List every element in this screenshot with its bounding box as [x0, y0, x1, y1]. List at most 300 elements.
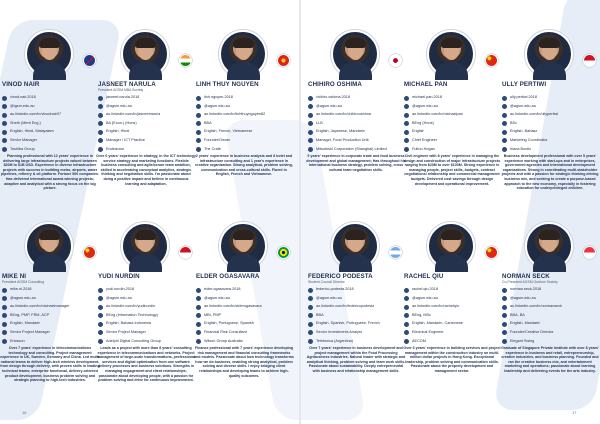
profile-bio: Graduate of Singapore Private Institute with over 8 years' experience in business and retail, entrepreneurship, creative industries, and business planning. Founded and ran the creative business mix, and entertainment marketing and operations; passionate about learning leadership and delivering events for the arts industry. — [501, 346, 599, 373]
detail-bullet-icon — [196, 147, 201, 152]
profile-detail-row — [98, 104, 194, 113]
profile-detail-text: English, Mandarin — [510, 321, 541, 326]
profile-detail-text: @agsm.edu.au — [510, 295, 536, 300]
profile-detail-text: Mitsubishi Corporation (Shanghai) Limited — [316, 146, 387, 151]
profile-detail-row — [98, 138, 194, 147]
detail-bullet-icon — [2, 104, 7, 109]
indonesia-flag-icon — [179, 246, 192, 259]
profile-bio: Leads as a project with more than 8 years' consulting experience in telecommunications and networks. Project management of large-scale transformations, professional services and digital optimization from one software delivery processes and business solutions. Strengths in managing engagement and client relationships; passionate about developing people, with a passion for problem solving and drive for continuous improvement. — [96, 346, 196, 383]
profile-detail-row — [98, 296, 194, 305]
profile-photo — [219, 222, 267, 270]
profile-details — [308, 287, 404, 347]
profile-detail-row — [404, 321, 500, 330]
profile-detail-text: au.linkedin.com/in/linhthuynguyen82 — [204, 112, 266, 117]
profile-detail-row — [98, 304, 194, 313]
profile-detail-text: Founder/Owner — [204, 137, 231, 142]
profile-photo — [427, 222, 475, 270]
profile-detail-row — [196, 112, 292, 121]
profile-detail-row — [404, 287, 500, 296]
profile-detail-row — [196, 287, 292, 296]
profile-detail-row — [98, 112, 194, 121]
profile-detail-text: au.linkedin.com/in/normanseck — [510, 304, 563, 309]
japan-flag-icon — [389, 54, 402, 67]
profile-detail-row — [308, 129, 404, 138]
profile-detail-row — [502, 95, 598, 104]
profile-detail-row — [404, 112, 500, 121]
profile-detail-text: federico.podesta.2018 — [316, 287, 354, 291]
detail-bullet-icon — [98, 339, 103, 344]
detail-bullet-icon — [308, 296, 313, 301]
profile-detail-row — [308, 104, 404, 113]
detail-bullet-icon — [2, 322, 7, 327]
profile-detail-text: @agsm.edu.au — [204, 295, 230, 300]
profile-detail-row — [196, 304, 292, 313]
detail-bullet-icon — [196, 113, 201, 118]
detail-bullet-icon — [196, 121, 201, 126]
profile-subtitle: President AGSM MBA Society — [98, 88, 144, 92]
profile-detail-text: Wilson Group Australia — [204, 338, 243, 343]
profile-detail-text: au.linkedin.com/in/michaelmanager — [10, 304, 70, 309]
profile-photo — [331, 30, 379, 78]
page-number-right: 17 — [572, 410, 577, 415]
detail-bullet-icon — [2, 296, 7, 301]
detail-bullet-icon — [98, 305, 103, 310]
detail-bullet-icon — [196, 104, 201, 109]
detail-bullet-icon — [196, 339, 201, 344]
detail-bullet-icon — [308, 339, 313, 344]
china-flag-icon — [485, 54, 498, 67]
detail-bullet-icon — [308, 121, 313, 126]
profile-details — [98, 95, 194, 155]
detail-bullet-icon — [196, 96, 201, 101]
profile-detail-text: Senior Manager — [10, 137, 38, 142]
profile-detail-row — [404, 313, 500, 322]
profile-name: YUDI NURDIN — [98, 273, 140, 280]
profile-bio: Over 7 years' experience in telecommunications technology and consulting. Project management experience in UK, Sweden, Germany and China. Led multi-national teams to deliver high-tech wireless development, from design through delivery, with proven skills in leading technical teams; enterprise functional, delivery-oriented product development, business problem solving and strategic planning to high-tech industries. — [0, 346, 100, 383]
profile-detail-text: @agsm.edu.au — [204, 103, 230, 108]
profile-bio: 9 years' experience in corporate trade and food business development and global management; Has throughout his international business strategy, problem solving, cross cultural team negotiation skills. — [306, 154, 406, 172]
profile-detail-row — [308, 330, 404, 339]
profile-detail-text: @agsm.edu.au — [10, 295, 36, 300]
profile-detail-row — [2, 313, 98, 322]
detail-bullet-icon — [502, 113, 507, 118]
profile-detail-row — [98, 287, 194, 296]
profile-detail-text: chihiro.oshima.2018 — [316, 95, 350, 99]
profile-detail-row — [404, 304, 500, 313]
detail-bullet-icon — [404, 96, 409, 101]
argentina-flag-icon — [389, 246, 402, 259]
profile-detail-row — [404, 95, 500, 104]
detail-bullet-icon — [196, 138, 201, 143]
profile-detail-row — [308, 313, 404, 322]
detail-bullet-icon — [502, 296, 507, 301]
detail-bullet-icon — [98, 113, 103, 118]
detail-bullet-icon — [196, 296, 201, 301]
profile-details — [196, 95, 292, 155]
profile-detail-text: Iriana Bonito — [510, 146, 532, 151]
profile-detail-row — [196, 321, 292, 330]
profile-detail-text: English, Bahasa Indonesia — [106, 321, 151, 326]
profile-detail-row — [502, 138, 598, 147]
detail-bullet-icon — [308, 313, 313, 318]
profile-detail-row — [2, 304, 98, 313]
profile-name: FEDERICO PODESTA — [308, 273, 373, 280]
india-flag-icon — [179, 54, 192, 67]
profile-detail-row — [308, 138, 404, 147]
detail-bullet-icon — [2, 138, 7, 143]
detail-bullet-icon — [2, 121, 7, 126]
profile-detail-text: vinod.nair.2018 — [10, 95, 36, 99]
profile-detail-text: English, Spanish, Portuguese, French — [316, 321, 380, 326]
detail-bullet-icon — [2, 305, 7, 310]
detail-bullet-icon — [404, 104, 409, 109]
detail-bullet-icon — [2, 339, 7, 344]
detail-bullet-icon — [502, 96, 507, 101]
australia-flag-icon — [83, 54, 96, 67]
profile-detail-text: Adelphi Digital Consulting Group — [106, 338, 161, 343]
detail-bullet-icon — [502, 339, 507, 344]
detail-bullet-icon — [196, 305, 201, 310]
profile-detail-row — [196, 313, 292, 322]
detail-bullet-icon — [196, 330, 201, 335]
profile-detail-text: Marketing Coordinator — [510, 137, 548, 142]
profile-bio: Over 6 years' experience in strategy, in the ICT technology service strategy and marketing functions. Flexible business consulting and agile/scrum team ambition, skilled in accelerating conceptual analytics, strategic thinking and negotiation skills. I'm passionate about doing a positive impact and believe in continuous learning and adaptation. — [96, 154, 196, 186]
profile-detail-row — [196, 296, 292, 305]
profile-detail-text: Sheth (Merit Eng.) — [10, 120, 41, 125]
profile-name: NORMAN SECK — [502, 273, 550, 280]
profile-details — [2, 95, 98, 155]
detail-bullet-icon — [98, 104, 103, 109]
profile-detail-row — [2, 121, 98, 130]
profile-details — [404, 287, 500, 347]
profile-detail-row — [2, 112, 98, 121]
detail-bullet-icon — [502, 305, 507, 310]
detail-bullet-icon — [404, 130, 409, 135]
profile-detail-row — [2, 104, 98, 113]
profile-detail-text: English, Bahasa — [510, 129, 538, 134]
profile-detail-text: BA (Econ.) (Hons) — [106, 120, 137, 125]
detail-bullet-icon — [308, 330, 313, 335]
profile-detail-row — [98, 95, 194, 104]
profile-detail-text: ully.pertiwi.2018 — [510, 95, 537, 99]
profile-name: VINOD NAIR — [2, 81, 40, 88]
detail-bullet-icon — [502, 104, 507, 109]
profile-bio: Finance professional with 7 years' experience developing risk management and financial consulting frameworks and models. Passionate about how technology transforms how we do business, enabling strong analytical, problem solving and diverse skills. I enjoy bridging client relationships and developing teams to achieve high-quality outcomes. — [194, 346, 294, 378]
profile-detail-text: English, Mandarin — [10, 321, 41, 326]
profile-photo — [525, 30, 573, 78]
profile-detail-row — [308, 287, 404, 296]
profile-detail-text: @agsm.edu.au — [106, 295, 132, 300]
profile-name: JASNEET NARULA — [98, 81, 156, 88]
profile-name: ULLY PERTIWI — [502, 81, 547, 88]
profile-photo — [219, 30, 267, 78]
detail-bullet-icon — [502, 330, 507, 335]
profile-detail-row — [98, 129, 194, 138]
profile-subtitle: Co-President AGSM Outdoor Society — [502, 280, 558, 284]
detail-bullet-icon — [196, 130, 201, 135]
profile-detail-text: The Crafe — [204, 146, 221, 151]
profile-detail-row — [2, 296, 98, 305]
profile-detail-row — [196, 129, 292, 138]
profile-detail-row — [2, 129, 98, 138]
detail-bullet-icon — [308, 96, 313, 101]
profile-bio: Planning professional with 12 years' experience in delivering large infrastructure projects valued between $20M to $1B USD. Experience in diverse infrastructure projects with success in building metro, airports, water pipelines, refinery & oil platform. Fortune 500 companies. Has delivered international award-winning projects; adaptive and analytical with a strong focus on the big picture. — [0, 154, 100, 191]
profile-detail-row — [404, 129, 500, 138]
profile-detail-text: @agsm.edu.au — [412, 295, 438, 300]
detail-bullet-icon — [502, 288, 507, 293]
profile-name: LINH THUY NGUYEN — [196, 81, 259, 88]
indonesia-flag-icon — [583, 54, 596, 67]
detail-bullet-icon — [404, 138, 409, 143]
profile-details — [98, 287, 194, 347]
detail-bullet-icon — [308, 147, 313, 152]
profile-detail-text: Ericsson — [10, 338, 25, 343]
detail-bullet-icon — [98, 296, 103, 301]
profile-detail-text: BEng (Information Technology) — [106, 312, 159, 317]
profile-details — [404, 95, 500, 155]
profile-detail-text: English — [412, 129, 425, 134]
profile-detail-text: English, Hindi, Malayalam — [10, 129, 54, 134]
profile-photo — [25, 30, 73, 78]
profile-detail-text: mike.ni.2018 — [10, 287, 32, 291]
detail-bullet-icon — [308, 322, 313, 327]
detail-bullet-icon — [308, 138, 313, 143]
profile-detail-text: BBA — [204, 120, 212, 125]
profile-detail-text: au.linkedin.com/in/ullypertiwi — [510, 112, 559, 117]
detail-bullet-icon — [2, 147, 7, 152]
profile-details — [502, 287, 598, 347]
profile-detail-text: Electrical Engineer — [412, 329, 444, 334]
profile-detail-text: Fulton Hogan — [412, 146, 435, 151]
detail-bullet-icon — [98, 147, 103, 152]
vietnam-flag-icon — [277, 54, 290, 67]
detail-bullet-icon — [2, 130, 7, 135]
profile-details — [196, 287, 292, 347]
profile-detail-row — [2, 95, 98, 104]
profile-detail-text: au.linkedin.com/in/federicopodesta — [316, 304, 375, 309]
detail-bullet-icon — [2, 113, 7, 118]
profile-detail-text: English, Mandarin, Cantonese — [412, 321, 463, 326]
profile-detail-row — [502, 321, 598, 330]
profile-detail-row — [2, 321, 98, 330]
profile-detail-row — [196, 121, 292, 130]
profile-detail-row — [404, 121, 500, 130]
detail-bullet-icon — [502, 313, 507, 318]
profile-detail-text: Elegant Swing — [510, 338, 535, 343]
profile-detail-text: au.linkedin.com/in/chihirooshima — [316, 112, 371, 117]
profile-detail-text: Senior Investments Analyst — [316, 329, 362, 334]
detail-bullet-icon — [98, 288, 103, 293]
profile-detail-text: BEng, MSc — [412, 312, 431, 317]
detail-bullet-icon — [404, 121, 409, 126]
detail-bullet-icon — [404, 305, 409, 310]
profile-detail-text: Senior Project Manager — [10, 329, 50, 334]
profile-detail-text: AECOM — [412, 338, 426, 343]
profile-detail-text: au.linkedin.com/in/jasneetnarula — [106, 112, 161, 117]
profile-detail-text: Chief Engineer — [412, 137, 438, 142]
profile-detail-row — [404, 138, 500, 147]
profile-name: MIKE NI — [2, 273, 27, 280]
profile-detail-row — [502, 313, 598, 322]
detail-bullet-icon — [98, 130, 103, 135]
china-flag-icon — [485, 246, 498, 259]
detail-bullet-icon — [404, 147, 409, 152]
profile-detail-text: BEng (Hons) — [412, 120, 434, 125]
profile-detail-text: English, French, Vietnamese — [204, 129, 253, 134]
profile-detail-row — [404, 330, 500, 339]
detail-bullet-icon — [98, 138, 103, 143]
detail-bullet-icon — [98, 121, 103, 126]
profile-detail-text: Toshiba Group — [10, 146, 35, 151]
profile-detail-text: English, Hindi — [106, 129, 130, 134]
page-spine — [299, 0, 301, 424]
detail-bullet-icon — [502, 121, 507, 126]
detail-bullet-icon — [308, 288, 313, 293]
profile-details — [2, 287, 98, 347]
profile-detail-text: Financial Risk Consultant — [204, 329, 247, 334]
detail-bullet-icon — [98, 330, 103, 335]
profile-detail-row — [98, 330, 194, 339]
detail-bullet-icon — [2, 288, 7, 293]
profile-detail-row — [308, 296, 404, 305]
profile-detail-text: norman.seck.2018 — [510, 287, 542, 291]
profile-detail-row — [98, 321, 194, 330]
detail-bullet-icon — [502, 130, 507, 135]
singapore-flag-icon — [583, 246, 596, 259]
profile-detail-row — [2, 287, 98, 296]
detail-bullet-icon — [502, 147, 507, 152]
profile-detail-row — [502, 296, 598, 305]
profile-detail-text: MBI, PMP — [204, 312, 222, 317]
detail-bullet-icon — [98, 322, 103, 327]
profile-detail-text: BBA, BA — [510, 312, 525, 317]
profile-detail-row — [196, 330, 292, 339]
detail-bullet-icon — [196, 313, 201, 318]
profile-bio: Business development professional with over 5 years' experience working with start-ups and in enterprises, government agencies and international development organizations. Strong in coordinating multi-stakeholder projects and with a passion for strategic thinking driving business mix, and seeking to create a purpose-based approach to the new economy, especially in fostering education for underprivileged children. — [501, 154, 599, 191]
profile-detail-row — [98, 121, 194, 130]
profile-detail-row — [502, 330, 598, 339]
profile-details — [502, 95, 598, 155]
detail-bullet-icon — [404, 113, 409, 118]
profile-detail-row — [196, 104, 292, 113]
profile-detail-text: Manager, Food Production Unit — [316, 137, 369, 142]
detail-bullet-icon — [2, 96, 7, 101]
profile-detail-text: Telefonica (Argentina) — [316, 338, 353, 343]
detail-bullet-icon — [98, 96, 103, 101]
profile-detail-row — [196, 95, 292, 104]
profile-detail-row — [2, 138, 98, 147]
detail-bullet-icon — [404, 296, 409, 301]
profile-bio: Over 6 years' experience in building services and project management within the construction industry on multi-million dollar projects in Hong Kong. Exceptional leadership, problem solving and communication skills. Passionate about the property development and management sector. — [403, 346, 501, 373]
profile-detail-text: @agsm.edu.au — [316, 295, 342, 300]
profile-detail-text: LLB — [316, 120, 323, 125]
profile-detail-row — [2, 330, 98, 339]
detail-bullet-icon — [404, 313, 409, 318]
profile-detail-text: @agsm.edu.au — [316, 103, 342, 108]
profile-detail-row — [404, 104, 500, 113]
detail-bullet-icon — [502, 138, 507, 143]
profile-subtitle: Student Council Director — [308, 280, 345, 284]
profile-bio: 2 years' experience in business analysis and 8 hotel and infrastructure consulting and 1 year's experience in creative organization. Strong analytical, problem solving, communication and cross-cultural skills. Fluent in English, French and Vietnamese. — [195, 154, 293, 177]
page-number-left: 16 — [22, 410, 27, 415]
profile-detail-text: yudi.nurdin.2018 — [106, 287, 135, 291]
profile-name: CHIHIRO OSHIMA — [308, 81, 362, 88]
profile-detail-text: Manager / ICT Practice — [106, 137, 145, 142]
detail-bullet-icon — [404, 288, 409, 293]
profile-detail-text: au.linkedin.com/in/michaelpan — [412, 112, 463, 117]
profile-detail-text: English, Japanese, Mandarin — [316, 129, 365, 134]
detail-bullet-icon — [308, 113, 313, 118]
profile-photo — [331, 222, 379, 270]
profile-detail-row — [308, 304, 404, 313]
detail-bullet-icon — [308, 104, 313, 109]
profile-detail-text: au.linkedin.com/in/rachelqiu — [412, 304, 459, 309]
profile-detail-text: Founder/Creative Director — [510, 329, 554, 334]
detail-bullet-icon — [404, 339, 409, 344]
profile-detail-text: Senior Project Manager — [106, 329, 146, 334]
profile-detail-text: jasneet.narula.2018 — [106, 95, 140, 99]
profile-detail-text: rachel.qiu.2018 — [412, 287, 438, 291]
profile-detail-row — [502, 304, 598, 313]
detail-bullet-icon — [98, 313, 103, 318]
detail-bullet-icon — [2, 330, 7, 335]
profile-detail-text: elder.ogasavara.2018 — [204, 287, 241, 291]
profile-detail-row — [502, 287, 598, 296]
profile-detail-text: au.linkedin.com/in/elderogasavara — [204, 304, 262, 309]
profile-detail-text: Endeavour — [106, 146, 125, 151]
profile-bio: Civil engineer with 8 years' experience in managing the design and construction of major infrastructure projects ranging from $20M to over $100M. Strong experience in managing people, project skills, budgets, contract negotiations/ relationship and commercial management budgets. Delivered cost savings through design development and operational improvement. — [403, 154, 501, 186]
profile-detail-row — [196, 138, 292, 147]
profile-name: ELDER OGASAVARA — [196, 273, 260, 280]
detail-bullet-icon — [308, 130, 313, 135]
profile-detail-text: BBA — [316, 312, 324, 317]
profile-detail-row — [502, 129, 598, 138]
profile-detail-row — [502, 104, 598, 113]
profile-detail-text: @agsm.edu.au — [510, 103, 536, 108]
profile-detail-text: au.linkedin.com/in/yudinurdin — [106, 304, 155, 309]
profile-subtitle: President AGSM Consulting — [2, 280, 45, 284]
detail-bullet-icon — [2, 313, 7, 318]
profile-photo — [525, 222, 573, 270]
profile-details — [308, 95, 404, 155]
profile-detail-row — [502, 121, 598, 130]
profile-detail-row — [98, 313, 194, 322]
profile-detail-row — [308, 321, 404, 330]
profile-detail-row — [308, 121, 404, 130]
detail-bullet-icon — [196, 288, 201, 293]
profile-detail-text: @agsm.edu.au — [106, 103, 132, 108]
detail-bullet-icon — [502, 322, 507, 327]
profile-detail-text: au.linkedin.com/in/vinodnair07 — [10, 112, 62, 117]
profile-detail-row — [502, 112, 598, 121]
profile-photo — [121, 30, 169, 78]
profile-detail-text: michael.pan.2018 — [412, 95, 442, 99]
profile-detail-row — [308, 95, 404, 104]
profile-detail-text: BSc — [510, 120, 517, 125]
profile-detail-row — [404, 296, 500, 305]
detail-bullet-icon — [404, 322, 409, 327]
profile-bio: Over 7 years' experience in business development and project management within the Food Processing Agribusiness industries. Natural leader with strategic and analytical thinking, problem solving and team work skills. Passionate about sustainability. Deeply entrepreneurial with business and relationship management skills. — [306, 346, 406, 373]
profile-detail-text: linh.nguyen.2018 — [204, 95, 233, 99]
detail-bullet-icon — [196, 322, 201, 327]
brazil-flag-icon — [277, 246, 290, 259]
detail-bullet-icon — [308, 305, 313, 310]
china-flag-icon — [83, 246, 96, 259]
profile-detail-text: @lgsm.edu.au — [10, 103, 35, 108]
profile-detail-text: BEng, PMP, FRM, ACP — [10, 312, 50, 317]
profile-name: RACHEL QIU — [404, 273, 444, 280]
profile-detail-row — [308, 112, 404, 121]
